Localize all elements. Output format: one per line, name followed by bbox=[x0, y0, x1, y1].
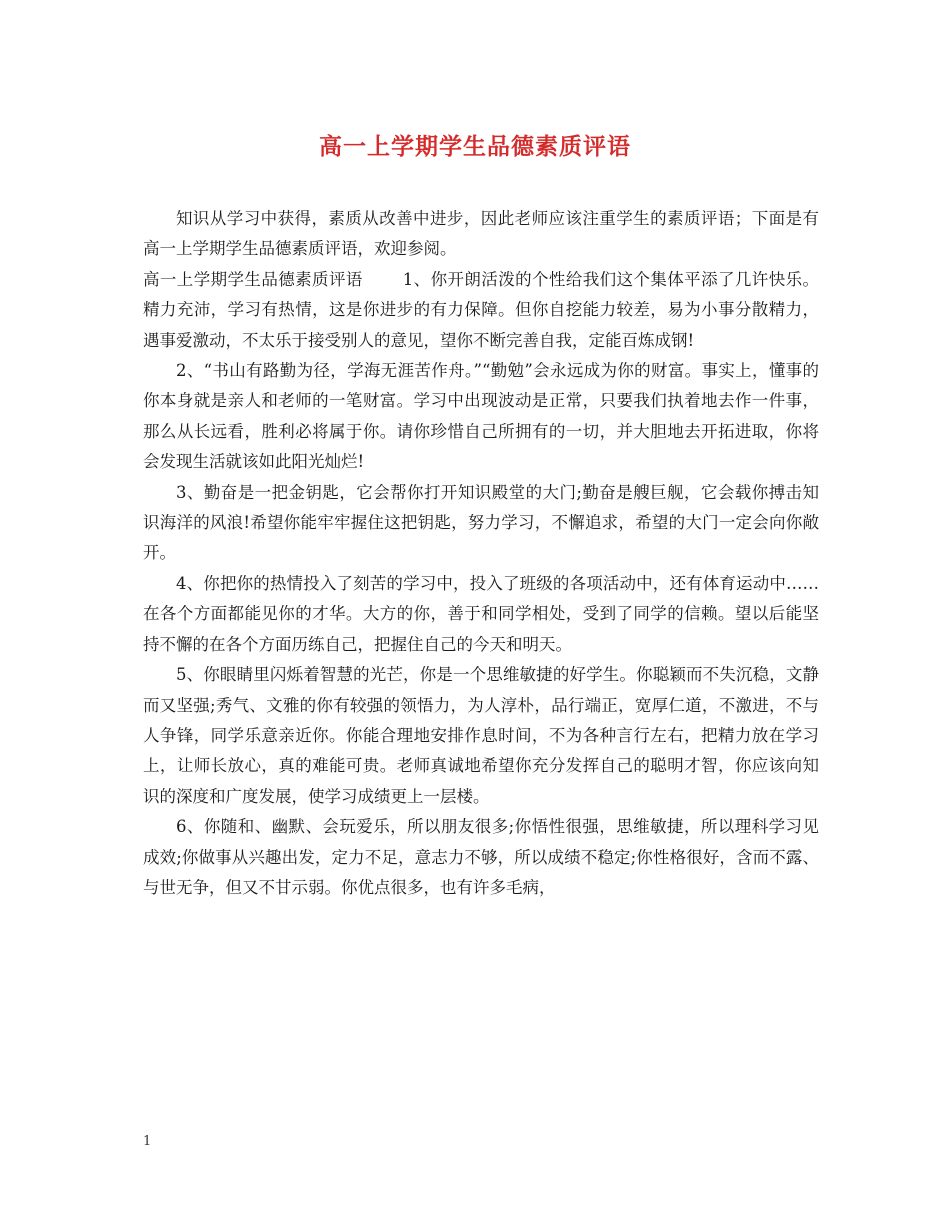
comment-paragraph-1: 1、你开朗活泼的个性给我们这个集体平添了几许快乐。精力充沛，学习有热情，这是你进步的有力保障。但你自挖能力较差，易为小事分散精力，遇事爱激动，不太乐于接受别人的意见，望你不断完善自我，定能百炼成钢! bbox=[143, 269, 820, 350]
comment-paragraph-6: 6、你随和、幽默、会玩爱乐，所以朋友很多;你悟性很强，思维敏捷，所以理科学习见成效;你做事从兴趣出发，定力不足，意志力不够，所以成绩不稳定;你性格很好，含而不露、与世无争，但又不甘示弱。你优点很多，也有许多毛病， bbox=[143, 817, 819, 897]
comment-paragraph-5: 5、你眼睛里闪烁着智慧的光芒，你是一个思维敏捷的好学生。你聪颖而不失沉稳，文静而又坚强;秀气、文雅的你有较强的领悟力，为人淳朴，品行端正，宽厚仁道，不激进，不与人争锋，同学乐意亲近你。你能合理地安排作息时间，不为各种言行左右，把精力放在学习上，让师长放心，真的难能可贵。老师真诚地希望你充分发挥自己的聪明才智，你应该向知识的深度和广度发展，使学习成绩更上一层楼。 bbox=[143, 665, 819, 806]
comment-paragraph-4: 4、你把你的热情投入了刻苦的学习中，投入了班级的各项活动中，还有体育运动中……在各个方面都能见你的才华。大方的你，善于和同学相处，受到了同学的信赖。望以后能坚持不懈的在各个方面历练自己，把握住自己的今天和明天。 bbox=[143, 573, 819, 654]
section-heading: 高一上学期学生品德素质评语 bbox=[143, 269, 363, 289]
document-body bbox=[143, 204, 819, 903]
section-paragraph bbox=[143, 265, 819, 356]
page-number: 1 bbox=[143, 1134, 152, 1149]
intro-paragraph: 知识从学习中获得，素质从改善中进步，因此老师应该注重学生的素质评语；下面是有高一上学期学生品德素质评语，欢迎参阅。 bbox=[143, 209, 819, 259]
comment-paragraph-3: 3、勤奋是一把金钥匙，它会帮你打开知识殿堂的大门;勤奋是艘巨舰，它会载你搏击知识海洋的风浪!希望你能牢牢握住这把钥匙，努力学习，不懈追求，希望的大门一定会向你敞开。 bbox=[143, 482, 819, 563]
document-title: 高一上学期学生品德素质评语 bbox=[319, 133, 631, 160]
comment-paragraph-2: 2、“书山有路勤为径，学海无涯苦作舟。”“勤勉”会永远成为你的财富。事实上，懂事的你本身就是亲人和老师的一笔财富。学习中出现波动是正常，只要我们执着地去作一件事，那么从长远看，胜利必将属于你。请你珍惜自己所拥有的一切，并大胆地去开拓进取，你将会发现生活就该如此阳光灿烂! bbox=[143, 361, 819, 472]
